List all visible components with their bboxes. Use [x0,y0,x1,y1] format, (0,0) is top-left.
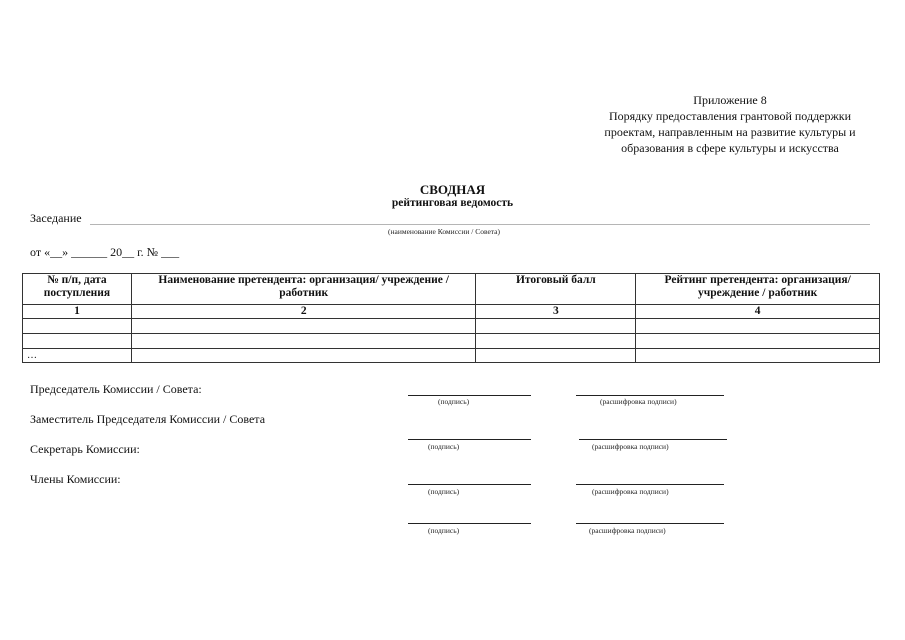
rating-table [22,273,880,363]
header-number-date: № п/п, дата поступления [23,274,132,305]
appendix-block [560,92,900,156]
table-cell [636,334,880,349]
table-cell [476,349,636,363]
date-number-line: от «__» ______ 20__ г. № ___ [30,245,180,259]
sign-hint: (подпись) [438,397,470,406]
table-cell [636,319,880,334]
member-signature-line [408,484,531,485]
deputy-label: Заместитель Председателя Комиссии / Совета [30,412,266,426]
header-applicant-rating: Рейтинг претендента: организация/ учреждение / работник [636,274,880,305]
secretary-signature-line [408,439,531,440]
appendix-line: Порядку предоставления грантовой поддержки [608,109,852,123]
column-number: 4 [636,305,880,319]
decode-hint: (расшифровка подписи) [592,487,669,496]
member-decode-line [576,523,724,524]
table-cell [476,334,636,349]
member-signature-line [408,523,531,524]
meeting-field-line [90,224,870,225]
document-subtitle: рейтинговая ведомость [391,197,514,209]
secretary-label: Секретарь Комиссии: [30,442,140,456]
chairman-signature-line [408,395,531,396]
chairman-decode-line [576,395,724,396]
members-label: Члены Комиссии: [30,472,121,486]
decode-hint: (расшифровка подписи) [592,442,669,451]
ellipsis-cell: … [23,349,132,363]
table-cell [476,319,636,334]
table-cell [23,319,132,334]
table-header-row [23,274,880,305]
table-cell [636,349,880,363]
decode-hint: (расшифровка подписи) [600,397,677,406]
appendix-line: образования в сфере культуры и искусства [621,141,839,155]
document-title: СВОДНАЯ [419,182,486,197]
decode-hint: (расшифровка подписи) [589,526,666,535]
table-row [23,319,880,334]
meeting-label: Заседание [30,211,82,225]
table-row [23,334,880,349]
column-number: 3 [476,305,636,319]
table-row [23,349,880,363]
header-total-score: Итоговый балл [476,274,636,305]
table-cell [131,349,476,363]
table-cell [131,334,476,349]
column-number: 2 [131,305,476,319]
header-applicant-name: Наименование претендента: организация/ учреждение / работник [131,274,476,305]
secretary-decode-line [579,439,727,440]
appendix-line: Приложение 8 [693,93,767,107]
member-decode-line [576,484,724,485]
table-cell [23,334,132,349]
appendix-line: проектам, направленным на развитие культуры и [604,125,856,139]
column-number-row [23,305,880,319]
column-number: 1 [23,305,132,319]
sign-hint: (подпись) [428,487,460,496]
chairman-label: Председатель Комиссии / Совета: [30,382,202,396]
sign-hint: (подпись) [428,526,460,535]
sign-hint: (подпись) [428,442,460,451]
table-cell [131,319,476,334]
meeting-hint: (наименование Комиссии / Совета) [388,227,500,236]
